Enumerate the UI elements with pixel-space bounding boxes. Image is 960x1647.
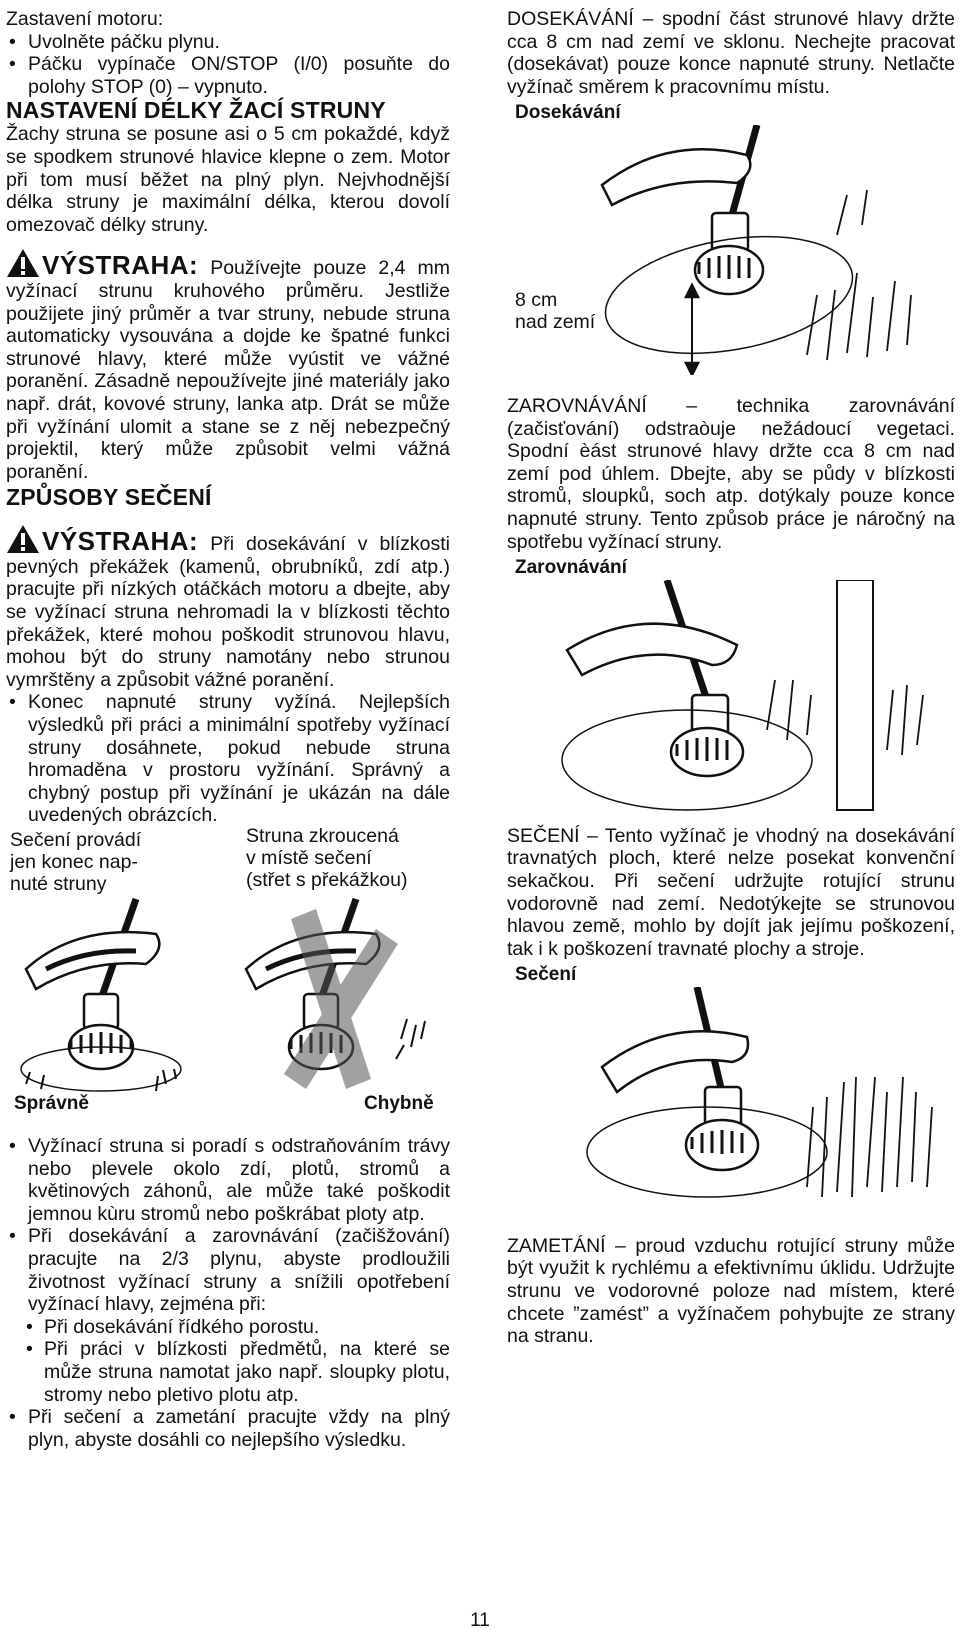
last-list — [6, 1406, 450, 1451]
trimmer-illustration — [6, 889, 450, 1109]
zarov-caption: Zarovnávání — [515, 557, 627, 579]
dosek-dimension-label: 8 cm nad zemí — [515, 288, 596, 333]
seceni-figure — [507, 987, 955, 1227]
stop-title: Zastavení motoru: — [6, 8, 164, 30]
correct-label: Sečení provádí jen konec nap- nuté struny — [10, 829, 142, 895]
wrong-label: Struna zkroucená v místě sečení (střet s překážkou) — [246, 825, 408, 891]
tip-item: • Konec napnuté struny vyžíná. Nejlepších výsledků při práci a minimální spotřeby vyžínací struny dosáhnete, pokud nebude struna hromaděna v prostoru vyžínání. Správný a chybný postup při vyžínání je ukázán na dále uvedených obrázcích. — [6, 691, 450, 827]
zarov-figure — [507, 580, 955, 825]
bottom-item: • Při dosekávání a zarovnávání (začišžování) pracujte na 2/3 plynu, abyste prodloužili životnost vyžínací struny a snížili opotřebení vyžínací hlavy, zejména při: — [6, 1225, 450, 1315]
warning-triangle-icon — [6, 524, 40, 554]
dosek-caption: Dosekávání — [515, 102, 621, 124]
sub-item: • Při práci v blízkosti předmětů, na které se může struna namotat jako např. sloupky plotu, stromy nebo pletivo plotu atp. — [6, 1338, 450, 1406]
stop-item: • Páčku vypínače ON/STOP (I/0) posuňte do polohy STOP (0) – vypnuto. — [6, 53, 450, 98]
zarov-text: ZAROVNÁVÁNÍ – technika zarovnávání (začisťování) odstraòuje nežádoucí vegetaci. Spodní èást strunové hlavy držte cca 8 cm nad zemí pod úhlem. Dbejte, aby se půdy v blízkosti stromů, sloupků, soch atp. dotýkaly pouze konce napnuté struny. Tento způsob práce je náročný na spotřebu vyžínací struny. — [507, 394, 955, 553]
seceni-caption: Sečení — [515, 964, 577, 986]
warning-2-text: Při dosekávání v blízkosti pevných překážek (kamenů, obrubníků, zdí atp.) pracujte při nízkých otáčkách motoru a dbejte, aby se vyžínací struna nehromadi la v blízkosti těchto překážek, které mohou poškodit strunovou hlavu, mohou být do struny namotány nebo strunou vymrštěny a způsobit vážné poranění. — [6, 533, 450, 691]
last-item: • Při sečení a zametání pracujte vždy na plný plyn, abyste dosáhli co nejlepšího výsledku. — [6, 1406, 450, 1451]
zamet-text: ZAMETÁNÍ – proud vzduchu rotující struny může být využit k rychlému a efektivnímu úklidu. Udržujte strunu ve vodorovné poloze nad místem, které chcete ”zamést” a vyžínačem pohybujte ze strany na stranu. — [507, 1234, 955, 1348]
bottom-item: • Vyžínací struna si poradí s odstraňováním trávy nebo plevele okolo zdí, plotů, stromů a květinových záhonů, ale může také poškodit jemnou kùru stromů nebo poškrábat ploty atp. — [6, 1135, 450, 1225]
warning-triangle-icon — [6, 248, 40, 278]
warning-1 — [6, 248, 450, 483]
length-text: Žachy struna se posune asi o 5 cm pokaždé, když se spodkem strunové hlavice klepne o zem. Motor při tom musí běžet na plný plyn. Nejvhodnější délka struny je maximální délka, kterou dovolí omezovač délky struny. — [6, 123, 450, 236]
caption-correct: Správně — [14, 1093, 89, 1114]
left-column — [6, 8, 450, 1451]
warning-1-label: VÝSTRAHA: — [42, 250, 199, 281]
bottom-list — [6, 1135, 450, 1316]
dosek-text: DOSEKÁVÁNÍ – spodní část strunové hlavy držte cca 8 cm nad zemí ve sklonu. Nechejte pracovat (dosekávat) pouze konce napnuté struny. Netlačte vyžínač směrem k pracovnímu místu. — [507, 8, 955, 98]
sub-list — [6, 1316, 450, 1406]
caption-wrong: Chybně — [364, 1093, 434, 1114]
dosek-figure — [507, 125, 955, 375]
warning-2 — [6, 524, 450, 691]
tip-list — [6, 691, 450, 827]
length-heading: NASTAVENÍ DÉLKY ŽACÍ STRUNY — [6, 97, 386, 124]
right-column — [507, 8, 955, 1348]
ways-heading: ZPŮSOBY SEČENÍ — [6, 484, 212, 511]
stop-list — [6, 31, 450, 99]
page-number: 11 — [470, 1610, 490, 1631]
correct-trimmer — [21, 899, 181, 1091]
seceni-text: SEČENÍ – Tento vyžínač je vhodný na dosekávání travnatých ploch, které nelze posekat konvenční sekačkou. Při sečení udržujte rotující strunu vodorovně nad zemí. Nedotýkejte se strunovou hlavou země, mohlo by dojít jak jejímu poškození, tak i k poškození travnaté plochy a stroje. — [507, 824, 955, 960]
warning-2-label: VÝSTRAHA: — [42, 526, 199, 557]
correct-wrong-figure — [6, 827, 450, 1127]
stop-item: • Uvolněte páčku plynu. — [6, 31, 450, 54]
sub-item: • Při dosekávání řídkého porostu. — [6, 1316, 450, 1339]
warning-1-text: Používejte pouze 2,4 mm vyžínací strunu kruhového průměru. Jestliže použijete jiný průměr a tvar struny, nebude struna automaticky vysouvána a dojde ke špatné funkci strunové hlavy, které může vyústit ve vážné poranění. Zásadně nepoužívejte jiné materiály jako např. drát, kovové struny, lanka atp. Drát se může při vyžínání ulomit a stane se z něj nebezpečný projektil, který může způsobit velmi vážná poranění. — [6, 257, 450, 483]
